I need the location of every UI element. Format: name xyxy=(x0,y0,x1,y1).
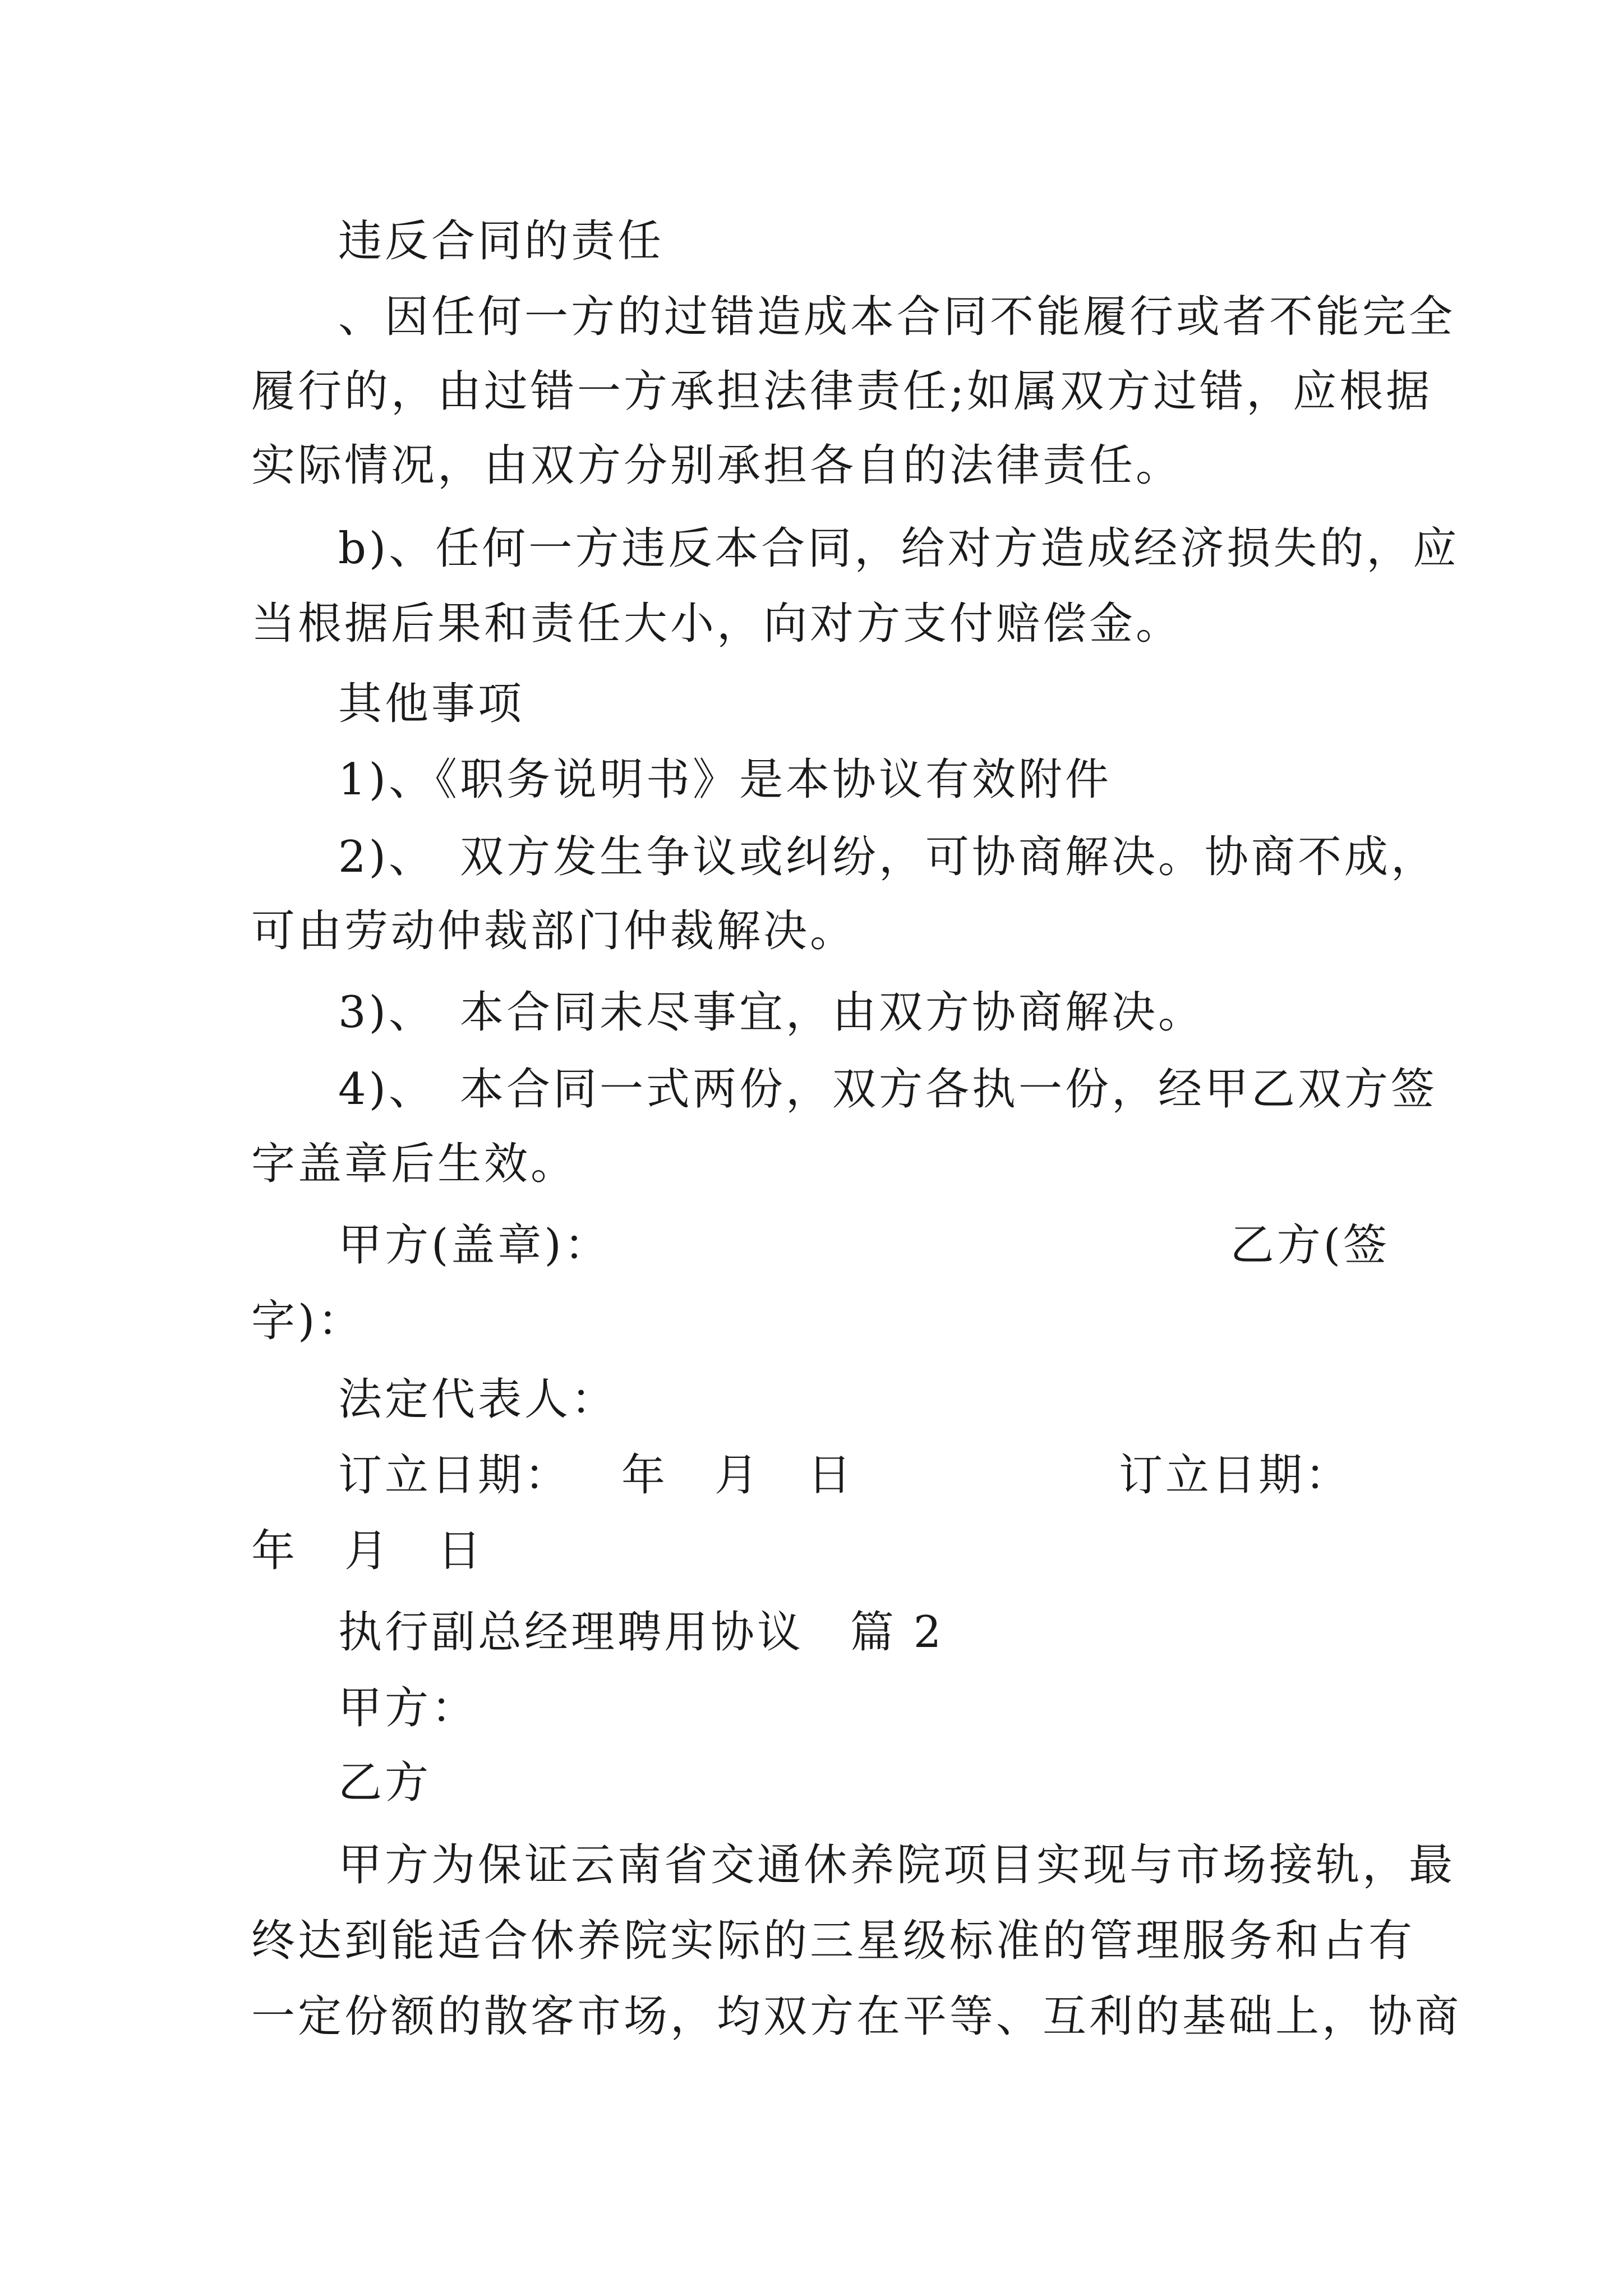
section-2-body-line: 终达到能适合休养院实际的三星级标准的管理服务和占有 xyxy=(251,1916,1415,1966)
paragraph-line: 2)、 双方发生争议或纠纷，可协商解决。协商不成， xyxy=(338,832,1438,882)
party-b-sign-label: 乙方(签 xyxy=(1230,1220,1390,1271)
paragraph-line: 1)、《职务说明书》是本协议有效附件 xyxy=(338,754,1112,805)
paragraph-line: 、因任何一方的过错造成本合同不能履行或者不能完全 xyxy=(338,292,1456,342)
paragraph-line: 当根据后果和责任大小，向对方支付赔偿金。 xyxy=(251,599,1183,649)
section-2-body-line: 一定份额的散客市场，均双方在平等、互利的基础上，协商 xyxy=(251,1991,1462,2042)
section-2-party-a: 甲方： xyxy=(338,1683,478,1733)
paragraph-line: 实际情况，由双方分别承担各自的法律责任。 xyxy=(251,440,1183,491)
paragraph-line: 3)、 本合同未尽事宜，由双方协商解决。 xyxy=(338,987,1205,1038)
section-2-party-b: 乙方 xyxy=(338,1757,432,1808)
legal-representative-label: 法定代表人： xyxy=(338,1374,618,1425)
paragraph-line: 字盖章后生效。 xyxy=(251,1139,578,1189)
section-2-title: 执行副总经理聘用协议 篇 2 xyxy=(338,1607,944,1658)
heading-breach-liability: 违反合同的责任 xyxy=(338,216,665,266)
party-a-seal-label: 甲方(盖章)： xyxy=(338,1220,611,1271)
date-a-label: 订立日期： xyxy=(338,1450,571,1501)
date-a-blank: 年 月 日 xyxy=(621,1450,855,1501)
paragraph-line: 履行的，由过错一方承担法律责任;如属双方过错，应根据 xyxy=(251,366,1433,417)
party-b-sign-label-cont: 字)： xyxy=(251,1296,365,1346)
paragraph-line: 4)、 本合同一式两份，双方各执一份，经甲乙双方签 xyxy=(338,1064,1438,1115)
heading-other-matters: 其他事项 xyxy=(338,679,525,729)
paragraph-line: b)、任何一方违反本合同，给对方造成经济损失的，应 xyxy=(338,523,1460,574)
date-b-label: 订立日期： xyxy=(1119,1450,1352,1501)
section-2-body-line: 甲方为保证云南省交通休养院项目实现与市场接轨，最 xyxy=(338,1840,1456,1890)
date-b-blank: 年 月 日 xyxy=(251,1526,485,1576)
paragraph-line: 可由劳动仲裁部门仲裁解决。 xyxy=(251,906,857,956)
